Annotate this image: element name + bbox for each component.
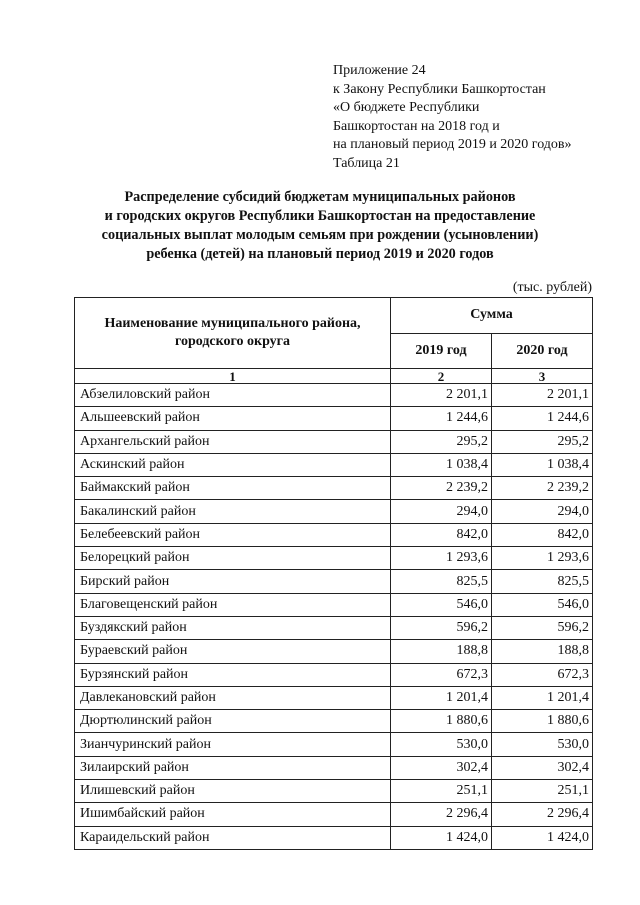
appendix-line: на плановый период 2019 и 2020 годов» (333, 137, 572, 152)
value-2020-cell: 596,2 (492, 616, 593, 639)
district-name-cell: Благовещенский район (75, 593, 391, 616)
value-2019-cell: 1 201,4 (391, 686, 492, 709)
value-2020-cell: 295,2 (492, 430, 593, 453)
table-row (75, 570, 593, 593)
value-2019-cell: 251,1 (391, 780, 492, 803)
value-2020-cell: 2 296,4 (492, 803, 593, 826)
value-2020-cell: 188,8 (492, 640, 593, 663)
value-2020-cell: 825,5 (492, 570, 593, 593)
value-2019-cell: 546,0 (391, 593, 492, 616)
district-name-cell: Альшеевский район (75, 407, 391, 430)
district-name-cell: Ишимбайский район (75, 803, 391, 826)
value-2019-cell: 295,2 (391, 430, 492, 453)
appendix-line: «О бюджете Республики (333, 100, 480, 115)
table-row (75, 616, 593, 639)
header-name-line: городского округа (174, 334, 291, 349)
header-sum-cell: Сумма (391, 298, 593, 334)
header-year-2020: 2020 год (492, 333, 593, 369)
value-2019-cell: 294,0 (391, 500, 492, 523)
column-number-cell: 1 (75, 369, 391, 384)
value-2019-cell: 596,2 (391, 616, 492, 639)
value-2020-cell: 1 038,4 (492, 453, 593, 476)
value-2020-cell: 546,0 (492, 593, 593, 616)
appendix-line: Башкортостан на 2018 год и (333, 118, 500, 134)
value-2020-cell: 1 424,0 (492, 826, 593, 849)
value-2019-cell: 1 424,0 (391, 826, 492, 849)
district-name-cell: Архангельский район (75, 430, 391, 453)
value-2019-cell: 2 296,4 (391, 803, 492, 826)
table-row (75, 407, 593, 430)
district-name-cell: Баймакский район (75, 477, 391, 500)
table-row (75, 384, 593, 407)
document-title (60, 188, 580, 264)
district-name-cell: Бураевский район (75, 640, 391, 663)
table-row (75, 477, 593, 500)
title-line: ребенка (детей) на плановый период 2019 и 2020 годов (146, 246, 494, 262)
table-row (75, 710, 593, 733)
value-2020-cell: 530,0 (492, 733, 593, 756)
value-2019-cell: 302,4 (391, 756, 492, 779)
table-row (75, 756, 593, 779)
value-2019-cell: 1 293,6 (391, 547, 492, 570)
subsidy-table (74, 297, 593, 850)
table-body (75, 384, 593, 850)
header-name-cell (75, 298, 391, 369)
value-2019-cell: 1 038,4 (391, 453, 492, 476)
value-2019-cell: 188,8 (391, 640, 492, 663)
title-line: социальных выплат молодым семьям при рождении (усыновлении) (101, 227, 539, 243)
appendix-line: Таблица 21 (333, 155, 400, 171)
table-row (75, 500, 593, 523)
value-2019-cell: 2 239,2 (391, 477, 492, 500)
table-row (75, 593, 593, 616)
value-2019-cell: 672,3 (391, 663, 492, 686)
units-label: (тыс. рублей) (512, 280, 592, 295)
table-row (75, 686, 593, 709)
value-2020-cell: 1 880,6 (492, 710, 593, 733)
header-year-2019: 2019 год (391, 333, 492, 369)
table-row (75, 453, 593, 476)
value-2019-cell: 825,5 (391, 570, 492, 593)
district-name-cell: Илишевский район (75, 780, 391, 803)
table-row (75, 826, 593, 849)
value-2020-cell: 302,4 (492, 756, 593, 779)
value-2020-cell: 672,3 (492, 663, 593, 686)
table-row (75, 523, 593, 546)
value-2020-cell: 1 201,4 (492, 686, 593, 709)
value-2019-cell: 1 244,6 (391, 407, 492, 430)
district-name-cell: Белорецкий район (75, 547, 391, 570)
district-name-cell: Бирский район (75, 570, 391, 593)
district-name-cell: Аскинский район (75, 453, 391, 476)
title-line: Распределение субсидий бюджетам муниципальных районов (124, 189, 516, 205)
table-row (75, 803, 593, 826)
column-number-cell: 2 (391, 369, 492, 384)
table-row (75, 430, 593, 453)
table-row (75, 780, 593, 803)
district-name-cell: Бакалинский район (75, 500, 391, 523)
value-2020-cell: 251,1 (492, 780, 593, 803)
district-name-cell: Бурзянский район (75, 663, 391, 686)
district-name-cell: Белебеевский район (75, 523, 391, 546)
value-2019-cell: 2 201,1 (391, 384, 492, 407)
table-row (75, 663, 593, 686)
column-number-cell: 3 (492, 369, 593, 384)
title-line: и городских округов Республики Башкортостан на предоставление (104, 208, 536, 224)
value-2020-cell: 2 239,2 (492, 477, 593, 500)
appendix-line: к Закону Республики Башкортостан (333, 81, 546, 97)
district-name-cell: Зилаирский район (75, 756, 391, 779)
district-name-cell: Давлекановский район (75, 686, 391, 709)
district-name-cell: Дюртюлинский район (75, 710, 391, 733)
value-2020-cell: 2 201,1 (492, 384, 593, 407)
table-row (75, 640, 593, 663)
table-row (75, 547, 593, 570)
value-2020-cell: 294,0 (492, 500, 593, 523)
district-name-cell: Абзелиловский район (75, 384, 391, 407)
header-name-line: Наименование муниципального района, (104, 316, 361, 331)
district-name-cell: Буздякский район (75, 616, 391, 639)
value-2020-cell: 842,0 (492, 523, 593, 546)
district-name-cell: Караидельский район (75, 826, 391, 849)
district-name-cell: Зианчуринский район (75, 733, 391, 756)
appendix-line: Приложение 24 (333, 63, 426, 78)
value-2019-cell: 530,0 (391, 733, 492, 756)
appendix-block (333, 62, 572, 173)
value-2019-cell: 842,0 (391, 523, 492, 546)
value-2019-cell: 1 880,6 (391, 710, 492, 733)
value-2020-cell: 1 293,6 (492, 547, 593, 570)
table-row (75, 733, 593, 756)
value-2020-cell: 1 244,6 (492, 407, 593, 430)
